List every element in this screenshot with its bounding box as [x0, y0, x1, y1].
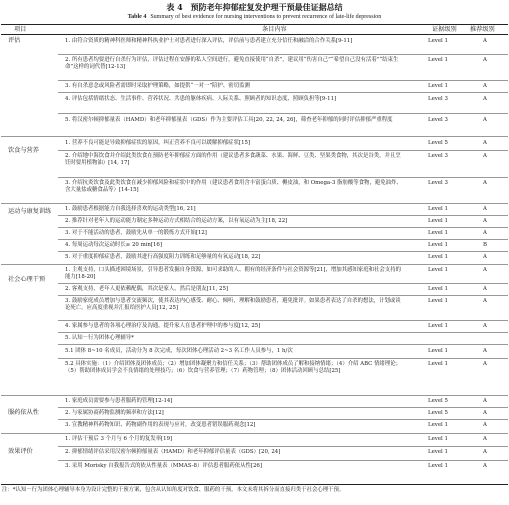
evidence-level: Level 1	[428, 267, 448, 273]
row-divider	[58, 320, 508, 321]
row-text: 2. 介绍地中海饮食并介绍此类饮食在预防老年抑郁症方面的作用（建议患者多食蔬菜、水果、海鲜、豆类、坚果类食物，其次是谷类，并且烹饪时要用植物油）[14, 17]	[65, 153, 401, 166]
row-text: 3. 对于不能活动的患者，鼓励先从单一的锻炼方式开始[12]	[65, 230, 207, 236]
row-text: 5. 对于重度抑郁症患者，鼓励其进行高强度阻力训练和足够量的有氧运动[18, 22]	[65, 254, 261, 260]
evidence-level: Level 1	[428, 348, 448, 354]
category-adherence: 服药依从性	[8, 409, 39, 416]
row-divider	[58, 283, 508, 284]
evidence-level: Level 1	[428, 242, 448, 248]
row-divider	[58, 113, 508, 114]
table-title-cn: 表 4 预防老年抑郁症复发护理干预最佳证据总结	[166, 2, 343, 12]
table-footnote: 注：*认知－行为团体心理辅导本身为设计完整的干预方案，包含从认知角度对饮食、服药的干预，本文未将其拆分而直接归类于社会心理干预。	[2, 487, 345, 493]
table-title-en	[0, 13, 509, 21]
row-text: 2. 所有患者均要进行自杀行为评估，评估过程在安静的私人空间进行，避免直接使用“自杀”，建议用“伤害自己”“希望自己没有活着”“结束生命”这样的词代替[12-13]	[65, 57, 399, 70]
evidence-level: Level 1	[428, 323, 448, 329]
row-divider	[58, 92, 508, 93]
recommendation-level: A	[483, 96, 487, 102]
recommendation-level: A	[483, 348, 487, 354]
evidence-level: Level 3	[428, 96, 448, 102]
evidence-level: Level 1	[428, 57, 448, 63]
recommendation-level: A	[483, 117, 487, 123]
recommendation-level: A	[483, 463, 487, 469]
evidence-level: Level 1	[428, 422, 448, 428]
recommendation-level: A	[483, 180, 487, 186]
header-content: 条目内容	[262, 26, 287, 33]
evidence-level: Level 1	[428, 38, 448, 44]
row-divider	[58, 295, 508, 296]
row-text: 5. 认知－行为团体心理辅导*	[65, 335, 134, 341]
evidence-level: Level 1	[428, 218, 448, 224]
row-text: 1. 鼓励患者根据能力自我选择喜欢的运动类型[16, 21]	[65, 206, 196, 212]
recommendation-level: A	[483, 267, 487, 273]
row-divider	[58, 358, 508, 359]
row-divider	[58, 177, 508, 178]
evidence-level: Level 5	[428, 140, 448, 146]
row-text: 3. 采用 Morisky 自我报告式的依从性量表（MMAS-8）评估患者服药依从性[26]	[65, 463, 262, 469]
row-divider	[58, 460, 508, 461]
section-divider	[1, 136, 508, 137]
evidence-level: Level 5	[428, 410, 448, 416]
row-divider	[58, 332, 508, 333]
recommendation-level: A	[483, 449, 487, 455]
row-text: 2. 推荐针对老年人的运动能力制定多种运动方式相结合的运动方案，以有氧运动为主[18, 22]	[65, 218, 288, 224]
recommendation-level: A	[483, 422, 487, 428]
category-exercise: 运动与康复训练	[8, 208, 52, 215]
recommendation-level: A	[483, 410, 487, 416]
recommendation-level: A	[483, 230, 487, 236]
row-text: 4. 每周运动每次运动时长≥ 20 min[16]	[65, 242, 162, 248]
row-divider	[58, 419, 508, 420]
recommendation-level: A	[483, 57, 487, 63]
row-text: 1. 由符合资质的精神科医师和精神科执业护士对患者进行深入评估，评估前与患者建立充分信任和融洽的合作关系[9-11]	[65, 38, 353, 44]
row-text: 4. 评估包括情绪状态、生活事件、营养状况、共患的躯体疾病、人际关系、照顾者的知识态度、照顾负担等[9-11]	[65, 96, 337, 102]
table-label-en: Table 4	[127, 14, 147, 20]
row-text: 2. 抑郁情绪评估采用汉密尔顿抑郁量表（HAMD）和老年抑郁评估量表（GDS）[20, 24]	[65, 449, 281, 455]
header-item: 项目	[14, 26, 27, 33]
header-recommendation-level: 推荐级别	[470, 26, 495, 33]
row-divider	[58, 446, 508, 447]
row-text: 1. 家庭成员需要参与患者服药的管理[12-14]	[65, 398, 173, 404]
row-text: 1. 营养不良可能是导致抑郁症状的原因，纠正营养不良可以缓解抑郁症状[15]	[65, 140, 251, 146]
section-divider	[1, 395, 508, 396]
recommendation-level: A	[483, 38, 487, 44]
row-text: 1. 评估干预后 3 个月与 6 个月的复发率[19]	[65, 436, 173, 442]
row-divider	[58, 344, 508, 345]
recommendation-level: A	[483, 140, 487, 146]
row-text: 2. 与家属协商药物监测的频率和方法[12]	[65, 410, 164, 416]
row-text: 3. 鼓励家庭成员增加与患者交流频次，使其表达内心感受、耐心、倾听，理解和鼓励患者，避免批评。如果患者表达了自杀的想法，计划或谈论死亡，应高度重视并汇报给医护人员[12, 25]	[65, 298, 401, 311]
section-divider	[1, 203, 508, 204]
row-text: 2. 客观支持，老年人更依赖配偶，其次是家人，然后是朋友[11, 25]	[65, 286, 228, 292]
row-text: 5. 将汉密尔顿抑郁量表（HAMD）和老年抑郁量表（GDS）作为主要评估工具[20, 22, 24, 26]，筛查老年抑郁的同时评估抑郁严重程度	[65, 117, 393, 123]
evidence-level: Level 1	[428, 206, 448, 212]
row-text: 4. 家属参与患者的各项心理治疗及沟通，提升家人在患者护理中的参与度[12, 25]	[65, 323, 261, 329]
category-assessment: 评估	[8, 37, 21, 44]
row-divider	[58, 54, 508, 55]
row-divider	[58, 251, 508, 252]
row-divider	[58, 407, 508, 408]
evidence-level: Level 3	[428, 180, 448, 186]
evidence-level: Level 1	[428, 230, 448, 236]
category-evaluation: 效果评价	[8, 448, 33, 455]
evidence-level: Level 1	[428, 449, 448, 455]
recommendation-level: A	[483, 323, 487, 329]
row-text: 5.1 团体 8~10 名成员，活动分为 8 次完成，每次团体心理活动 2~3 名工作人员参与，1 h/次	[65, 348, 293, 354]
recommendation-level: A	[483, 436, 487, 442]
bottom-rule	[1, 484, 508, 485]
evidence-level: Level 3	[428, 117, 448, 123]
row-divider	[58, 80, 508, 81]
recommendation-level: A	[483, 298, 487, 304]
row-text: 3. 介绍抗炎饮食及此类饮食在减少抑郁风险和症状中的作用（建议患者食用含丰富蛋白质、槲皮油，和 Omega-3 脂肪酸等食物，避免油炸、含大量盐或糖食品等）[14-15]	[65, 180, 402, 193]
evidence-level: Level 1	[428, 286, 448, 292]
header-rule	[1, 34, 508, 35]
evidence-level: Level 1	[428, 298, 448, 304]
section-divider	[1, 264, 508, 265]
evidence-level: Level 5	[428, 398, 448, 404]
recommendation-level: B	[483, 242, 487, 248]
row-text: 1. 主观支持，口头描述困境场景，引导患者发掘自身资源，如可求助的人、拥有的经济条件与社会资源等[21]，增加其感知家庭和社会支持的能力[18-20]	[65, 267, 401, 280]
header-evidence-level: 证据级别	[432, 26, 457, 33]
category-diet: 饮食与营养	[8, 147, 39, 154]
recommendation-level: A	[483, 286, 487, 292]
evidence-level: Level 1	[428, 361, 448, 367]
row-divider	[58, 239, 508, 240]
row-divider	[58, 227, 508, 228]
recommendation-level: A	[483, 218, 487, 224]
recommendation-level: A	[483, 153, 487, 159]
evidence-level: Level 1	[428, 254, 448, 260]
row-divider	[58, 215, 508, 216]
evidence-level: Level 1	[428, 463, 448, 469]
recommendation-level: A	[483, 83, 487, 89]
table-caption-en: Summary of best evidence for nursing interventions to prevent recurrence of late-life depression	[150, 14, 382, 20]
evidence-level: Level 3	[428, 153, 448, 159]
row-text: 5.2 具体实施：（1）介绍团体及团体成员；（2）增加团体凝聚力和信任关系；（3）帮助团体成员了解和接纳情绪；（4）介绍 ABC 情绪理论；（5）帮助团体成员学会不良情绪的处理技巧；（6）饮食与营养管理；（7）药物管理；（8）团体活动回顾与总结[25]	[65, 361, 401, 374]
recommendation-level: A	[483, 254, 487, 260]
row-text: 3. 宣教精神科药物知识、药物副作用的表现与应对，改变患者错误服药观念[12]	[65, 422, 256, 428]
recommendation-level: A	[483, 361, 487, 367]
row-divider	[58, 150, 508, 151]
evidence-level: Level 1	[428, 83, 448, 89]
row-text: 3. 有自杀意念或风险者需即时采取护理策略，如提供“一对一”陪护、密切监测	[65, 83, 250, 89]
evidence-level: Level 1	[428, 436, 448, 442]
category-psychosocial: 社会心理干预	[8, 276, 46, 283]
recommendation-level: A	[483, 206, 487, 212]
recommendation-level: A	[483, 398, 487, 404]
section-divider	[1, 433, 508, 434]
